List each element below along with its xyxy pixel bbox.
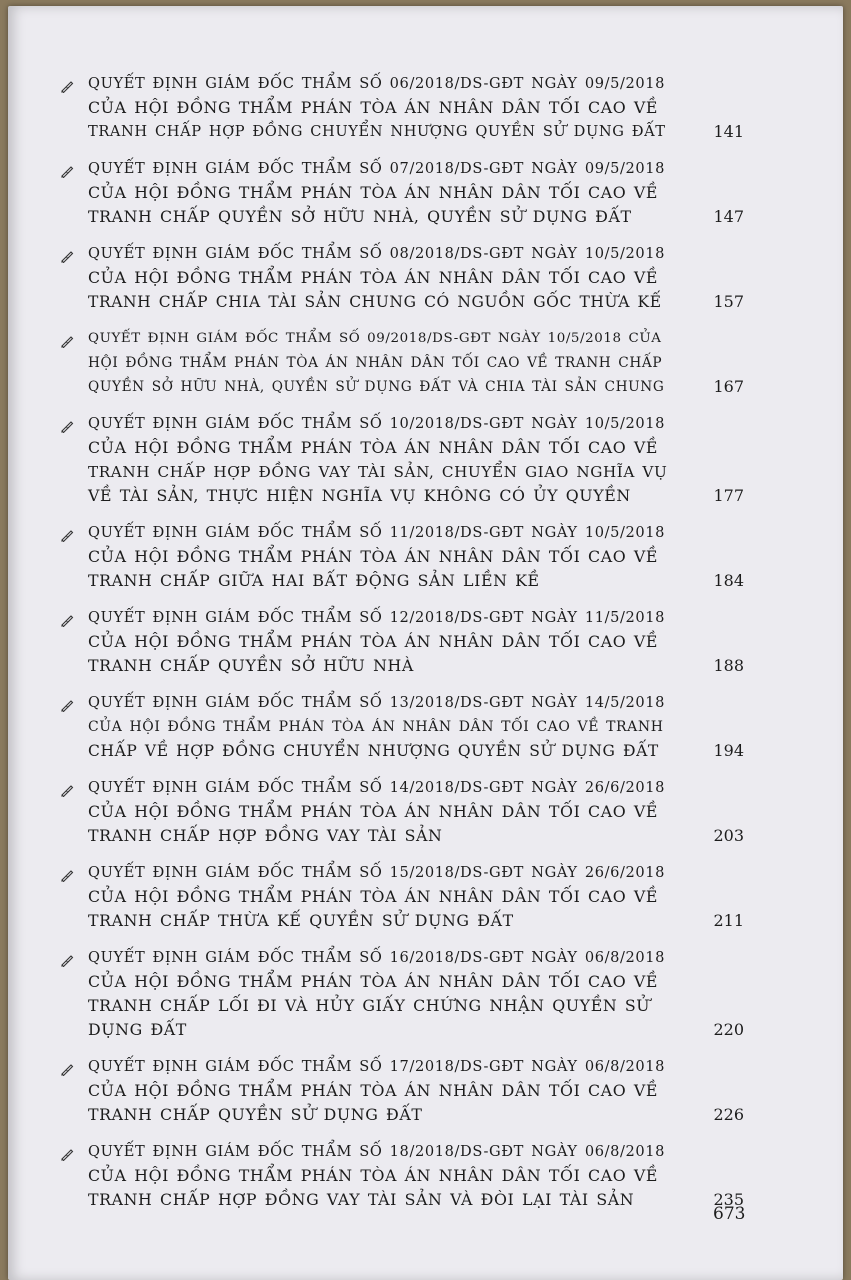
pen-bullet-icon	[60, 418, 74, 432]
toc-entry	[60, 521, 750, 593]
toc-entry-line: TRANH CHẤP HỢP ĐỒNG VAY TÀI SẢN	[88, 826, 443, 845]
toc-entry	[60, 776, 750, 848]
toc-entry-page: 220	[713, 1020, 744, 1039]
toc-entry	[60, 1140, 750, 1212]
page-number: 673	[713, 1204, 746, 1224]
toc-entry	[60, 691, 750, 763]
toc-entry-title	[88, 946, 668, 1042]
toc-entry-page: 226	[713, 1105, 744, 1124]
toc-entry-title	[88, 521, 668, 593]
toc-entry-line: QUYẾT ĐỊNH GIÁM ĐỐC THẨM SỐ 09/2018/DS-GĐT NGÀY 10/5/2018 CỦA	[88, 331, 662, 346]
toc-entry-line: CỦA HỘI ĐỒNG THẨM PHÁN TÒA ÁN NHÂN DÂN TỐI CAO VỀ	[88, 183, 659, 202]
toc-entry-line: QUYẾT ĐỊNH GIÁM ĐỐC THẨM SỐ 06/2018/DS-GĐT NGÀY 09/5/2018	[88, 75, 666, 92]
toc-entry	[60, 606, 750, 678]
toc-entry-line: QUYẾT ĐỊNH GIÁM ĐỐC THẨM SỐ 15/2018/DS-GĐT NGÀY 26/6/2018	[88, 864, 666, 881]
toc-entry-title	[88, 157, 668, 229]
toc-entry-line: TRANH CHẤP HỢP ĐỒNG VAY TÀI SẢN VÀ ĐÒI LẠI TÀI SẢN	[88, 1190, 635, 1209]
toc-entry-title	[88, 1140, 668, 1212]
toc-entry-line: CỦA HỘI ĐỒNG THẨM PHÁN TÒA ÁN NHÂN DÂN TỐI CAO VỀ	[88, 887, 659, 906]
toc-entry-title	[88, 1055, 668, 1127]
toc-entry-page: 211	[713, 911, 744, 930]
pen-bullet-icon	[60, 612, 74, 626]
toc-entry-line: CỦA HỘI ĐỒNG THẨM PHÁN TÒA ÁN NHÂN DÂN TỐI CAO VỀ	[88, 98, 659, 117]
toc-entry-line: TRANH CHẤP CHIA TÀI SẢN CHUNG CÓ NGUỒN GỐC THỪA KẾ	[88, 293, 662, 311]
toc-entry-line: QUYẾT ĐỊNH GIÁM ĐỐC THẨM SỐ 11/2018/DS-GĐT NGÀY 10/5/2018	[88, 524, 666, 541]
toc-entry-page: 157	[713, 292, 744, 311]
toc-entry-line: CỦA HỘI ĐỒNG THẨM PHÁN TÒA ÁN NHÂN DÂN TỐI CAO VỀ TRANH	[88, 719, 664, 735]
book-page	[8, 6, 843, 1280]
toc-entry	[60, 242, 750, 314]
toc-entry-page: 147	[713, 207, 744, 226]
toc-entry-line: QUYẾT ĐỊNH GIÁM ĐỐC THẨM SỐ 18/2018/DS-GĐT NGÀY 06/8/2018	[88, 1143, 666, 1160]
toc-entry-title	[88, 242, 668, 314]
toc-entry-title	[88, 412, 668, 508]
pen-bullet-icon	[60, 527, 74, 541]
pen-bullet-icon	[60, 248, 74, 262]
pen-bullet-icon	[60, 163, 74, 177]
toc-entry-line: TRANH CHẤP HỢP ĐỒNG VAY TÀI SẢN, CHUYỂN GIAO NGHĨA VỤ	[88, 463, 668, 481]
toc-entry-line: QUYẾT ĐỊNH GIÁM ĐỐC THẨM SỐ 12/2018/DS-GĐT NGÀY 11/5/2018	[88, 609, 666, 626]
toc-entry-line: CỦA HỘI ĐỒNG THẨM PHÁN TÒA ÁN NHÂN DÂN TỐI CAO VỀ	[88, 632, 659, 651]
pen-bullet-icon	[60, 782, 74, 796]
toc-entry-line: DỤNG ĐẤT	[88, 1020, 187, 1039]
toc-entry-line: CỦA HỘI ĐỒNG THẨM PHÁN TÒA ÁN NHÂN DÂN TỐI CAO VỀ	[88, 1081, 659, 1100]
toc-entry	[60, 72, 750, 144]
toc-entry-line: HỘI ĐỒNG THẨM PHÁN TÒA ÁN NHÂN DÂN TỐI CAO VỀ TRANH CHẤP	[88, 355, 663, 371]
toc-entry-line: CHẤP VỀ HỢP ĐỒNG CHUYỂN NHƯỢNG QUYỀN SỬ DỤNG ĐẤT	[88, 742, 659, 760]
toc-entry-line: CỦA HỘI ĐỒNG THẨM PHÁN TÒA ÁN NHÂN DÂN TỐI CAO VỀ	[88, 972, 659, 991]
toc-entry	[60, 157, 750, 229]
toc-entry-line: QUYẾT ĐỊNH GIÁM ĐỐC THẨM SỐ 17/2018/DS-GĐT NGÀY 06/8/2018	[88, 1058, 666, 1075]
toc-entry-title	[88, 861, 668, 933]
toc-entry	[60, 1055, 750, 1127]
toc-entry-line: QUYẾT ĐỊNH GIÁM ĐỐC THẨM SỐ 10/2018/DS-GĐT NGÀY 10/5/2018	[88, 415, 666, 432]
toc-entry-line: CỦA HỘI ĐỒNG THẨM PHÁN TÒA ÁN NHÂN DÂN TỐI CAO VỀ	[88, 1166, 659, 1185]
toc-entry-line: QUYỀN SỞ HỮU NHÀ, QUYỀN SỬ DỤNG ĐẤT VÀ CHIA TÀI SẢN CHUNG	[88, 379, 665, 395]
toc-entry	[60, 861, 750, 933]
toc-entry	[60, 946, 750, 1042]
toc-entry-title	[88, 72, 668, 144]
toc-entry-page: 235	[713, 1190, 744, 1209]
toc-entry-line: VỀ TÀI SẢN, THỰC HIỆN NGHĨA VỤ KHÔNG CÓ ỦY QUYỀN	[88, 486, 631, 505]
toc-entry-title	[88, 776, 668, 848]
toc-entry	[60, 327, 750, 399]
toc-entry-line: TRANH CHẤP THỪA KẾ QUYỀN SỬ DỤNG ĐẤT	[88, 911, 514, 930]
toc-entry-line: QUYẾT ĐỊNH GIÁM ĐỐC THẨM SỐ 16/2018/DS-GĐT NGÀY 06/8/2018	[88, 949, 666, 966]
toc-entry-line: CỦA HỘI ĐỒNG THẨM PHÁN TÒA ÁN NHÂN DÂN TỐI CAO VỀ	[88, 438, 659, 457]
toc-entry-line: TRANH CHẤP LỐI ĐI VÀ HỦY GIẤY CHỨNG NHẬN QUYỀN SỬ	[88, 996, 651, 1015]
toc-entry-title	[88, 691, 668, 763]
pen-bullet-icon	[60, 1146, 74, 1160]
toc-entry-title	[88, 327, 668, 399]
table-of-contents	[60, 72, 750, 1225]
toc-entry-page: 177	[713, 486, 744, 505]
toc-entry-line: QUYẾT ĐỊNH GIÁM ĐỐC THẨM SỐ 13/2018/DS-GĐT NGÀY 14/5/2018	[88, 694, 666, 711]
toc-entry-line: TRANH CHẤP QUYỀN SỞ HỮU NHÀ	[88, 656, 414, 675]
pen-bullet-icon	[60, 867, 74, 881]
toc-entry-page: 194	[713, 741, 744, 760]
toc-entry-line: CỦA HỘI ĐỒNG THẨM PHÁN TÒA ÁN NHÂN DÂN TỐI CAO VỀ	[88, 802, 659, 821]
toc-entry-title	[88, 606, 668, 678]
pen-bullet-icon	[60, 1061, 74, 1075]
toc-entry-page: 203	[713, 826, 744, 845]
toc-entry-line: QUYẾT ĐỊNH GIÁM ĐỐC THẨM SỐ 08/2018/DS-GĐT NGÀY 10/5/2018	[88, 245, 666, 262]
toc-entry-line: CỦA HỘI ĐỒNG THẨM PHÁN TÒA ÁN NHÂN DÂN TỐI CAO VỀ	[88, 268, 659, 287]
toc-entry-line: TRANH CHẤP QUYỀN SỬ DỤNG ĐẤT	[88, 1105, 423, 1124]
toc-entry-line: TRANH CHẤP QUYỀN SỞ HỮU NHÀ, QUYỀN SỬ DỤNG ĐẤT	[88, 207, 632, 226]
pen-bullet-icon	[60, 952, 74, 966]
toc-entry-line: QUYẾT ĐỊNH GIÁM ĐỐC THẨM SỐ 07/2018/DS-GĐT NGÀY 09/5/2018	[88, 160, 666, 177]
toc-entry-page: 184	[713, 571, 744, 590]
toc-entry-line: TRANH CHẤP HỢP ĐỒNG CHUYỂN NHƯỢNG QUYỀN SỬ DỤNG ĐẤT	[88, 123, 666, 140]
pen-bullet-icon	[60, 333, 74, 347]
pen-bullet-icon	[60, 697, 74, 711]
toc-entry-line: QUYẾT ĐỊNH GIÁM ĐỐC THẨM SỐ 14/2018/DS-GĐT NGÀY 26/6/2018	[88, 779, 666, 796]
toc-entry-line: TRANH CHẤP GIỮA HAI BẤT ĐỘNG SẢN LIỀN KỀ	[88, 571, 540, 590]
toc-entry	[60, 412, 750, 508]
toc-entry-line: CỦA HỘI ĐỒNG THẨM PHÁN TÒA ÁN NHÂN DÂN TỐI CAO VỀ	[88, 547, 659, 566]
toc-entry-page: 188	[713, 656, 744, 675]
toc-entry-page: 167	[713, 377, 744, 396]
toc-entry-page: 141	[713, 122, 744, 141]
pen-bullet-icon	[60, 78, 74, 92]
